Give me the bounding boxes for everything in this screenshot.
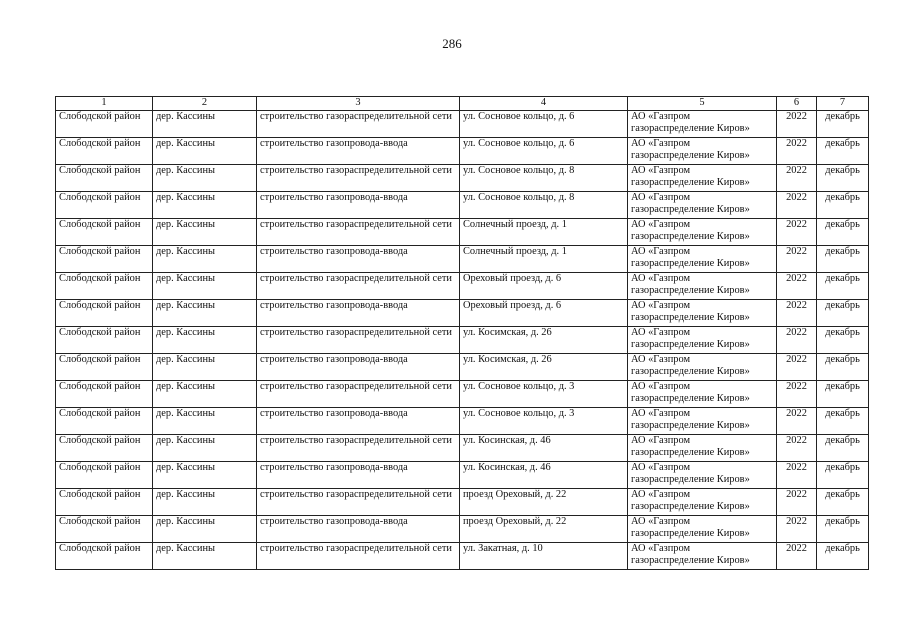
organization-cell: АО «Газпром газораспределение Киров» <box>628 381 777 408</box>
address-cell: ул. Косинская, д. 46 <box>460 435 628 462</box>
table-row <box>56 300 869 327</box>
organization-cell: АО «Газпром газораспределение Киров» <box>628 273 777 300</box>
organization-cell: АО «Газпром газораспределение Киров» <box>628 543 777 570</box>
organization-cell: АО «Газпром газораспределение Киров» <box>628 408 777 435</box>
district-cell: Слободской район <box>56 408 153 435</box>
district-cell: Слободской район <box>56 435 153 462</box>
page-number: 286 <box>442 36 462 51</box>
year-cell: 2022 <box>777 327 817 354</box>
table-row <box>56 111 869 138</box>
district-cell: Слободской район <box>56 273 153 300</box>
table-row <box>56 516 869 543</box>
organization-cell: АО «Газпром газораспределение Киров» <box>628 354 777 381</box>
address-cell: ул. Косимская, д. 26 <box>460 354 628 381</box>
year-cell: 2022 <box>777 192 817 219</box>
year-cell: 2022 <box>777 435 817 462</box>
address-cell: Ореховый проезд, д. 6 <box>460 273 628 300</box>
address-cell: Ореховый проезд, д. 6 <box>460 300 628 327</box>
district-cell: Слободской район <box>56 300 153 327</box>
month-cell: декабрь <box>817 219 869 246</box>
year-cell: 2022 <box>777 246 817 273</box>
month-cell: декабрь <box>817 462 869 489</box>
year-cell: 2022 <box>777 273 817 300</box>
address-cell: ул. Сосновое кольцо, д. 8 <box>460 192 628 219</box>
work-type-cell: строительство газопровода-ввода <box>257 300 460 327</box>
village-cell: дер. Кассины <box>153 165 257 192</box>
organization-cell: АО «Газпром газораспределение Киров» <box>628 462 777 489</box>
month-cell: декабрь <box>817 246 869 273</box>
address-cell: ул. Сосновое кольцо, д. 6 <box>460 138 628 165</box>
month-cell: декабрь <box>817 408 869 435</box>
work-type-cell: строительство газораспределительной сети <box>257 327 460 354</box>
village-cell: дер. Кассины <box>153 138 257 165</box>
village-cell: дер. Кассины <box>153 246 257 273</box>
gasification-table <box>55 96 869 570</box>
organization-cell: АО «Газпром газораспределение Киров» <box>628 489 777 516</box>
village-cell: дер. Кассины <box>153 381 257 408</box>
work-type-cell: строительство газораспределительной сети <box>257 435 460 462</box>
table-row <box>56 408 869 435</box>
month-cell: декабрь <box>817 435 869 462</box>
year-cell: 2022 <box>777 381 817 408</box>
organization-cell: АО «Газпром газораспределение Киров» <box>628 246 777 273</box>
address-cell: Солнечный проезд, д. 1 <box>460 219 628 246</box>
village-cell: дер. Кассины <box>153 192 257 219</box>
organization-cell: АО «Газпром газораспределение Киров» <box>628 327 777 354</box>
work-type-cell: строительство газопровода-ввода <box>257 246 460 273</box>
month-cell: декабрь <box>817 273 869 300</box>
table-row <box>56 246 869 273</box>
work-type-cell: строительство газораспределительной сети <box>257 381 460 408</box>
table-row <box>56 327 869 354</box>
work-type-cell: строительство газопровода-ввода <box>257 192 460 219</box>
work-type-cell: строительство газопровода-ввода <box>257 408 460 435</box>
organization-cell: АО «Газпром газораспределение Киров» <box>628 165 777 192</box>
column-header: 7 <box>817 97 869 111</box>
month-cell: декабрь <box>817 138 869 165</box>
year-cell: 2022 <box>777 489 817 516</box>
village-cell: дер. Кассины <box>153 300 257 327</box>
column-header: 6 <box>777 97 817 111</box>
address-cell: ул. Сосновое кольцо, д. 6 <box>460 111 628 138</box>
table-row <box>56 354 869 381</box>
table-row <box>56 381 869 408</box>
village-cell: дер. Кассины <box>153 273 257 300</box>
table-row <box>56 192 869 219</box>
work-type-cell: строительство газораспределительной сети <box>257 111 460 138</box>
work-type-cell: строительство газораспределительной сети <box>257 489 460 516</box>
work-type-cell: строительство газораспределительной сети <box>257 273 460 300</box>
organization-cell: АО «Газпром газораспределение Киров» <box>628 219 777 246</box>
table-row <box>56 219 869 246</box>
column-header: 5 <box>628 97 777 111</box>
table-row <box>56 543 869 570</box>
address-cell: ул. Косимская, д. 26 <box>460 327 628 354</box>
organization-cell: АО «Газпром газораспределение Киров» <box>628 516 777 543</box>
address-cell: ул. Закатная, д. 10 <box>460 543 628 570</box>
work-type-cell: строительство газораспределительной сети <box>257 165 460 192</box>
organization-cell: АО «Газпром газораспределение Киров» <box>628 138 777 165</box>
district-cell: Слободской район <box>56 192 153 219</box>
column-header: 1 <box>56 97 153 111</box>
district-cell: Слободской район <box>56 489 153 516</box>
address-cell: Солнечный проезд, д. 1 <box>460 246 628 273</box>
village-cell: дер. Кассины <box>153 489 257 516</box>
year-cell: 2022 <box>777 408 817 435</box>
village-cell: дер. Кассины <box>153 516 257 543</box>
district-cell: Слободской район <box>56 462 153 489</box>
work-type-cell: строительство газопровода-ввода <box>257 138 460 165</box>
month-cell: декабрь <box>817 381 869 408</box>
organization-cell: АО «Газпром газораспределение Киров» <box>628 435 777 462</box>
table-row <box>56 138 869 165</box>
district-cell: Слободской район <box>56 246 153 273</box>
district-cell: Слободской район <box>56 354 153 381</box>
village-cell: дер. Кассины <box>153 111 257 138</box>
table-row <box>56 273 869 300</box>
village-cell: дер. Кассины <box>153 408 257 435</box>
month-cell: декабрь <box>817 165 869 192</box>
month-cell: декабрь <box>817 354 869 381</box>
address-cell: проезд Ореховый, д. 22 <box>460 489 628 516</box>
table-row <box>56 165 869 192</box>
district-cell: Слободской район <box>56 516 153 543</box>
work-type-cell: строительство газораспределительной сети <box>257 219 460 246</box>
work-type-cell: строительство газораспределительной сети <box>257 543 460 570</box>
month-cell: декабрь <box>817 111 869 138</box>
address-cell: ул. Сосновое кольцо, д. 3 <box>460 381 628 408</box>
month-cell: декабрь <box>817 300 869 327</box>
address-cell: ул. Сосновое кольцо, д. 8 <box>460 165 628 192</box>
address-cell: ул. Сосновое кольцо, д. 3 <box>460 408 628 435</box>
work-type-cell: строительство газопровода-ввода <box>257 516 460 543</box>
year-cell: 2022 <box>777 354 817 381</box>
village-cell: дер. Кассины <box>153 354 257 381</box>
village-cell: дер. Кассины <box>153 543 257 570</box>
year-cell: 2022 <box>777 138 817 165</box>
year-cell: 2022 <box>777 300 817 327</box>
month-cell: декабрь <box>817 543 869 570</box>
year-cell: 2022 <box>777 165 817 192</box>
organization-cell: АО «Газпром газораспределение Киров» <box>628 192 777 219</box>
district-cell: Слободской район <box>56 381 153 408</box>
address-cell: проезд Ореховый, д. 22 <box>460 516 628 543</box>
column-header: 3 <box>257 97 460 111</box>
district-cell: Слободской район <box>56 219 153 246</box>
district-cell: Слободской район <box>56 138 153 165</box>
address-cell: ул. Косинская, д. 46 <box>460 462 628 489</box>
district-cell: Слободской район <box>56 543 153 570</box>
month-cell: декабрь <box>817 516 869 543</box>
table-row <box>56 489 869 516</box>
village-cell: дер. Кассины <box>153 327 257 354</box>
district-cell: Слободской район <box>56 111 153 138</box>
year-cell: 2022 <box>777 462 817 489</box>
organization-cell: АО «Газпром газораспределение Киров» <box>628 111 777 138</box>
village-cell: дер. Кассины <box>153 462 257 489</box>
column-header: 2 <box>153 97 257 111</box>
district-cell: Слободской район <box>56 327 153 354</box>
village-cell: дер. Кассины <box>153 435 257 462</box>
table-body <box>56 111 869 570</box>
year-cell: 2022 <box>777 516 817 543</box>
header-row <box>56 97 869 111</box>
work-type-cell: строительство газопровода-ввода <box>257 462 460 489</box>
year-cell: 2022 <box>777 543 817 570</box>
year-cell: 2022 <box>777 219 817 246</box>
district-cell: Слободской район <box>56 165 153 192</box>
column-header: 4 <box>460 97 628 111</box>
organization-cell: АО «Газпром газораспределение Киров» <box>628 300 777 327</box>
year-cell: 2022 <box>777 111 817 138</box>
month-cell: декабрь <box>817 489 869 516</box>
table-row <box>56 435 869 462</box>
work-type-cell: строительство газопровода-ввода <box>257 354 460 381</box>
month-cell: декабрь <box>817 327 869 354</box>
village-cell: дер. Кассины <box>153 219 257 246</box>
table-row <box>56 462 869 489</box>
month-cell: декабрь <box>817 192 869 219</box>
